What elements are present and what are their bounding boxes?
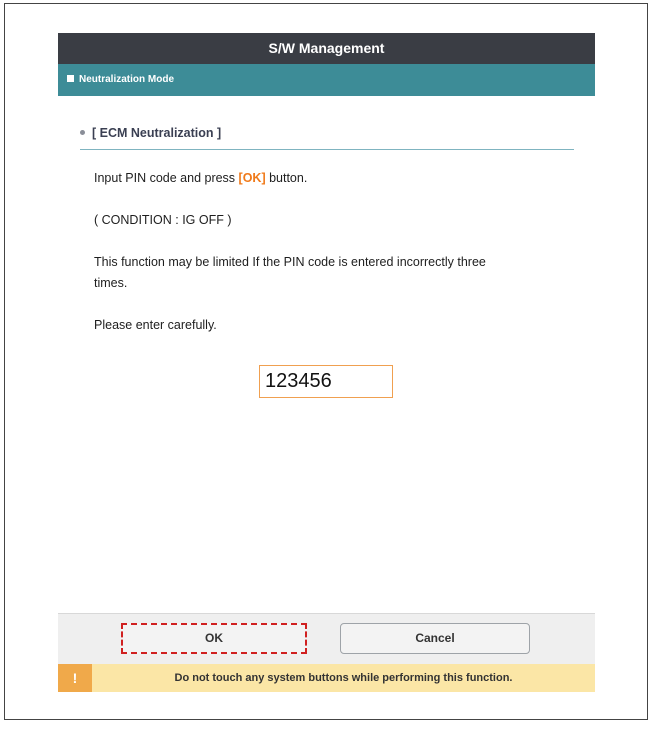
ok-button[interactable]: OK	[121, 623, 307, 654]
section-title: [ ECM Neutralization ]	[92, 126, 222, 140]
instruction-prefix: Input PIN code and press	[94, 171, 239, 185]
cancel-button[interactable]: Cancel	[340, 623, 530, 654]
warning-bar	[58, 664, 595, 692]
button-bar	[58, 613, 595, 665]
instruction-ok-highlight: [OK]	[238, 171, 266, 185]
bullet-dot-icon	[80, 130, 85, 135]
pin-code-input[interactable]: 123456	[259, 365, 393, 398]
neutralization-mode-bar	[58, 64, 595, 96]
warning-icon: !	[58, 664, 92, 692]
warning-text: Do not touch any system buttons while performing this function.	[174, 672, 513, 684]
instruction-line	[94, 171, 307, 185]
careful-line: Please enter carefully.	[94, 318, 217, 332]
window-title: S/W Management	[58, 33, 595, 64]
subheader-label: Neutralization Mode	[79, 74, 175, 85]
section-heading	[80, 126, 221, 140]
instruction-suffix: button.	[265, 171, 308, 185]
limit-warning-line-1: This function may be limited If the PIN code is entered incorrectly three	[94, 255, 486, 269]
sw-management-dialog	[58, 33, 595, 692]
condition-line: ( CONDITION : IG OFF )	[94, 213, 232, 227]
limit-warning-line-2: times.	[94, 276, 128, 290]
section-divider	[80, 149, 574, 150]
square-bullet-icon	[67, 75, 74, 82]
